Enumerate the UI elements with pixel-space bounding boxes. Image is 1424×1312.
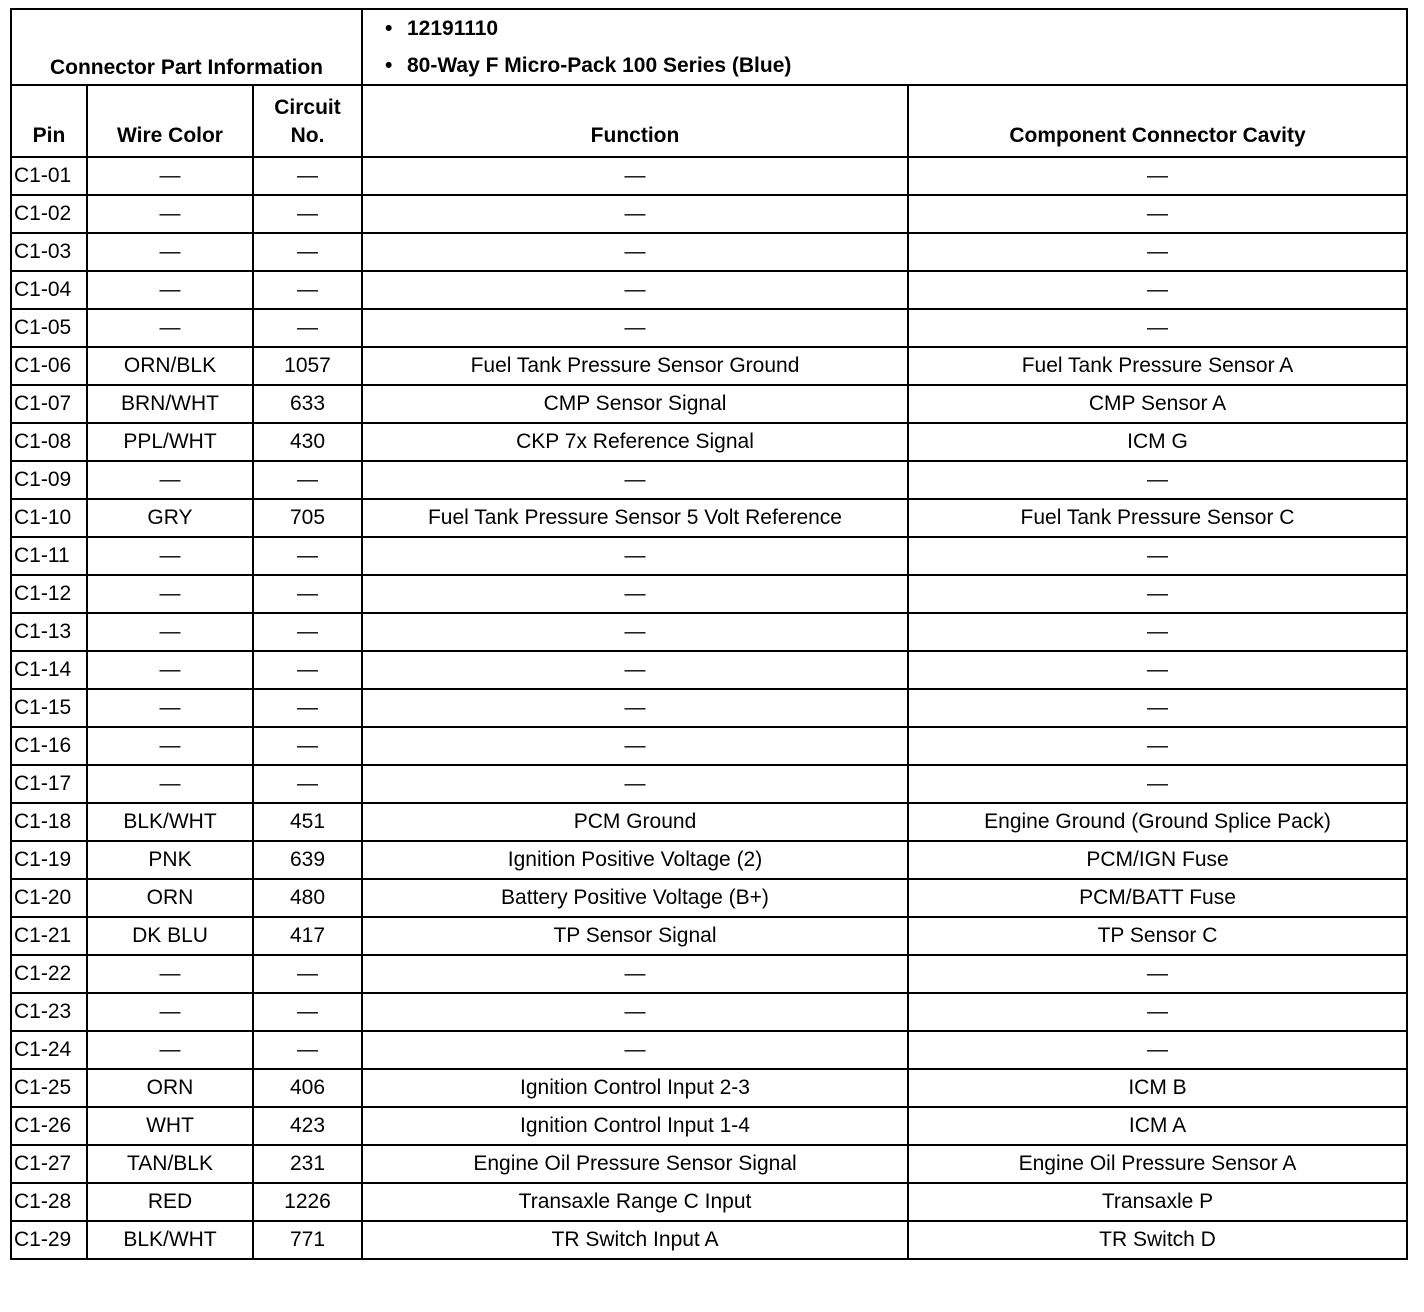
cavity-cell: TP Sensor C [908, 917, 1407, 955]
circuit-cell: 771 [253, 1221, 362, 1259]
function-cell: PCM Ground [362, 803, 908, 841]
function-cell: — [362, 765, 908, 803]
pin-cell: C1-18 [11, 803, 87, 841]
pin-cell: C1-29 [11, 1221, 87, 1259]
cavity-cell: — [908, 271, 1407, 309]
table-row [11, 195, 1407, 233]
function-cell: — [362, 575, 908, 613]
circuit-cell: 480 [253, 879, 362, 917]
circuit-cell: — [253, 993, 362, 1031]
function-cell: — [362, 309, 908, 347]
pin-cell: C1-26 [11, 1107, 87, 1145]
cavity-cell: — [908, 575, 1407, 613]
wire-color-cell: — [87, 195, 253, 233]
wire-color-cell: ORN [87, 879, 253, 917]
table-row [11, 385, 1407, 423]
pin-cell: C1-22 [11, 955, 87, 993]
connector-table-sheet [10, 8, 1406, 1306]
pin-cell: C1-09 [11, 461, 87, 499]
table-row [11, 841, 1407, 879]
cavity-cell: Engine Ground (Ground Splice Pack) [908, 803, 1407, 841]
table-row [11, 651, 1407, 689]
pin-cell: C1-02 [11, 195, 87, 233]
cavity-cell: Fuel Tank Pressure Sensor A [908, 347, 1407, 385]
col-header-circuit-line2: No. [290, 124, 325, 147]
pin-cell: C1-20 [11, 879, 87, 917]
wire-color-cell: — [87, 309, 253, 347]
col-header-circuit [253, 85, 362, 157]
circuit-cell: — [253, 689, 362, 727]
function-cell: — [362, 1031, 908, 1069]
circuit-cell: — [253, 537, 362, 575]
cavity-cell: CMP Sensor A [908, 385, 1407, 423]
table-row [11, 1107, 1407, 1145]
wire-color-cell: — [87, 955, 253, 993]
function-cell: CKP 7x Reference Signal [362, 423, 908, 461]
table-row [11, 1031, 1407, 1069]
pin-cell: C1-06 [11, 347, 87, 385]
wire-color-cell: — [87, 613, 253, 651]
pin-cell: C1-07 [11, 385, 87, 423]
table-row [11, 537, 1407, 575]
col-header-cavity: Component Connector Cavity [908, 85, 1407, 157]
wire-color-cell: WHT [87, 1107, 253, 1145]
pin-cell: C1-24 [11, 1031, 87, 1069]
wire-color-cell: — [87, 765, 253, 803]
circuit-cell: 1057 [253, 347, 362, 385]
col-header-circuit-line1: Circuit [274, 96, 341, 119]
col-header-function: Function [362, 85, 908, 157]
wire-color-cell: — [87, 233, 253, 271]
wire-color-cell: — [87, 157, 253, 195]
function-cell: Ignition Control Input 1-4 [362, 1107, 908, 1145]
function-cell: — [362, 613, 908, 651]
table-row [11, 499, 1407, 537]
function-cell: — [362, 461, 908, 499]
function-cell: — [362, 651, 908, 689]
function-cell: — [362, 955, 908, 993]
pin-cell: C1-05 [11, 309, 87, 347]
function-cell: — [362, 233, 908, 271]
wire-color-cell: BLK/WHT [87, 1221, 253, 1259]
wire-color-cell: BLK/WHT [87, 803, 253, 841]
table-row [11, 423, 1407, 461]
function-cell: — [362, 271, 908, 309]
pin-cell: C1-11 [11, 537, 87, 575]
pinout-rows [11, 157, 1407, 1259]
wire-color-cell: GRY [87, 499, 253, 537]
circuit-cell: 430 [253, 423, 362, 461]
circuit-cell: — [253, 309, 362, 347]
circuit-cell: — [253, 233, 362, 271]
cavity-cell: — [908, 537, 1407, 575]
function-cell: Ignition Positive Voltage (2) [362, 841, 908, 879]
table-row [11, 233, 1407, 271]
cavity-cell: — [908, 195, 1407, 233]
circuit-cell: — [253, 157, 362, 195]
cavity-cell: — [908, 233, 1407, 271]
circuit-cell: — [253, 727, 362, 765]
table-row [11, 917, 1407, 955]
table-row [11, 765, 1407, 803]
circuit-cell: 231 [253, 1145, 362, 1183]
table-row [11, 879, 1407, 917]
function-cell: TR Switch Input A [362, 1221, 908, 1259]
pin-cell: C1-13 [11, 613, 87, 651]
pin-cell: C1-21 [11, 917, 87, 955]
circuit-cell: 417 [253, 917, 362, 955]
table-row [11, 461, 1407, 499]
cavity-cell: Transaxle P [908, 1183, 1407, 1221]
function-cell: Fuel Tank Pressure Sensor 5 Volt Reference [362, 499, 908, 537]
pin-cell: C1-14 [11, 651, 87, 689]
circuit-cell: — [253, 613, 362, 651]
function-cell: TP Sensor Signal [362, 917, 908, 955]
wire-color-cell: — [87, 689, 253, 727]
function-cell: — [362, 537, 908, 575]
cavity-cell: ICM B [908, 1069, 1407, 1107]
column-header-row [11, 85, 1407, 157]
circuit-cell: 451 [253, 803, 362, 841]
wire-color-cell: — [87, 651, 253, 689]
circuit-cell: — [253, 1031, 362, 1069]
table-row [11, 727, 1407, 765]
table-row [11, 271, 1407, 309]
function-cell: Battery Positive Voltage (B+) [362, 879, 908, 917]
cavity-cell: — [908, 157, 1407, 195]
connector-pinout-table [10, 8, 1408, 1260]
col-header-pin: Pin [11, 85, 87, 157]
cavity-cell: ICM G [908, 423, 1407, 461]
wire-color-cell: — [87, 271, 253, 309]
function-cell: — [362, 993, 908, 1031]
pin-cell: C1-19 [11, 841, 87, 879]
cavity-cell: Engine Oil Pressure Sensor A [908, 1145, 1407, 1183]
pin-cell: C1-27 [11, 1145, 87, 1183]
circuit-cell: 633 [253, 385, 362, 423]
pin-cell: C1-25 [11, 1069, 87, 1107]
pin-cell: C1-16 [11, 727, 87, 765]
table-row [11, 1069, 1407, 1107]
function-cell: Ignition Control Input 2-3 [362, 1069, 908, 1107]
wire-color-cell: ORN/BLK [87, 347, 253, 385]
wire-color-cell: RED [87, 1183, 253, 1221]
cavity-cell: ICM A [908, 1107, 1407, 1145]
cavity-cell: Fuel Tank Pressure Sensor C [908, 499, 1407, 537]
cavity-cell: — [908, 727, 1407, 765]
circuit-cell: — [253, 651, 362, 689]
wire-color-cell: ORN [87, 1069, 253, 1107]
table-row [11, 575, 1407, 613]
cavity-cell: PCM/IGN Fuse [908, 841, 1407, 879]
circuit-cell: — [253, 461, 362, 499]
wire-color-cell: PPL/WHT [87, 423, 253, 461]
table-row [11, 993, 1407, 1031]
pin-cell: C1-01 [11, 157, 87, 195]
wire-color-cell: BRN/WHT [87, 385, 253, 423]
function-cell: — [362, 689, 908, 727]
cavity-cell: — [908, 651, 1407, 689]
pin-cell: C1-17 [11, 765, 87, 803]
wire-color-cell: — [87, 537, 253, 575]
wire-color-cell: DK BLU [87, 917, 253, 955]
cavity-cell: — [908, 993, 1407, 1031]
function-cell: — [362, 195, 908, 233]
pin-cell: C1-15 [11, 689, 87, 727]
pin-cell: C1-10 [11, 499, 87, 537]
circuit-cell: 639 [253, 841, 362, 879]
function-cell: — [362, 157, 908, 195]
circuit-cell: — [253, 575, 362, 613]
cavity-cell: — [908, 461, 1407, 499]
table-row [11, 613, 1407, 651]
cavity-cell: — [908, 955, 1407, 993]
wire-color-cell: TAN/BLK [87, 1145, 253, 1183]
cavity-cell: TR Switch D [908, 1221, 1407, 1259]
circuit-cell: — [253, 955, 362, 993]
table-row [11, 955, 1407, 993]
wire-color-cell: — [87, 993, 253, 1031]
wire-color-cell: — [87, 727, 253, 765]
circuit-cell: — [253, 765, 362, 803]
connector-info-values [362, 9, 1407, 85]
cavity-cell: — [908, 1031, 1407, 1069]
cavity-cell: PCM/BATT Fuse [908, 879, 1407, 917]
wire-color-cell: — [87, 575, 253, 613]
wire-color-cell: — [87, 1031, 253, 1069]
connector-description: • 80-Way F Micro-Pack 100 Series (Blue) [407, 47, 1406, 84]
pin-cell: C1-12 [11, 575, 87, 613]
cavity-cell: — [908, 689, 1407, 727]
circuit-cell: 1226 [253, 1183, 362, 1221]
connector-part-number: • 12191110 [407, 10, 1406, 47]
table-row [11, 347, 1407, 385]
function-cell: Engine Oil Pressure Sensor Signal [362, 1145, 908, 1183]
table-row [11, 1221, 1407, 1259]
table-row [11, 689, 1407, 727]
table-row [11, 803, 1407, 841]
table-row [11, 309, 1407, 347]
pin-cell: C1-03 [11, 233, 87, 271]
circuit-cell: 423 [253, 1107, 362, 1145]
function-cell: Transaxle Range C Input [362, 1183, 908, 1221]
cavity-cell: — [908, 613, 1407, 651]
circuit-cell: — [253, 195, 362, 233]
pin-cell: C1-04 [11, 271, 87, 309]
function-cell: Fuel Tank Pressure Sensor Ground [362, 347, 908, 385]
function-cell: CMP Sensor Signal [362, 385, 908, 423]
wire-color-cell: — [87, 461, 253, 499]
connector-info-row [11, 9, 1407, 85]
circuit-cell: 705 [253, 499, 362, 537]
circuit-cell: — [253, 271, 362, 309]
table-row [11, 1145, 1407, 1183]
table-row [11, 1183, 1407, 1221]
connector-info-label: Connector Part Information [11, 9, 362, 85]
function-cell: — [362, 727, 908, 765]
col-header-wire-color: Wire Color [87, 85, 253, 157]
wire-color-cell: PNK [87, 841, 253, 879]
pin-cell: C1-08 [11, 423, 87, 461]
cavity-cell: — [908, 765, 1407, 803]
table-row [11, 157, 1407, 195]
cavity-cell: — [908, 309, 1407, 347]
pin-cell: C1-23 [11, 993, 87, 1031]
pin-cell: C1-28 [11, 1183, 87, 1221]
circuit-cell: 406 [253, 1069, 362, 1107]
